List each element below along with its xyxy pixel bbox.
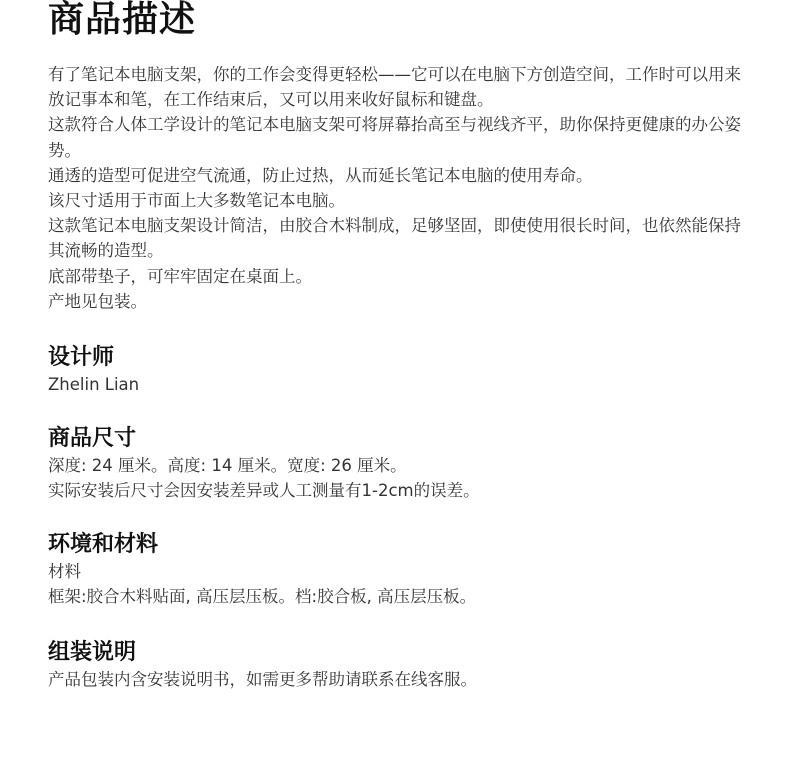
description-paragraph-1: 有了笔记本电脑支架，你的工作会变得更轻松——它可以在电脑下方创造空间，工作时可以用来放记事本和笔，在工作结束后，又可以用来收好鼠标和键盘。 [48,65,741,110]
assembly-heading: 组装说明 [48,640,137,666]
description-paragraph-3: 通透的造型可促进空气流通，防止过热，从而延长笔记本电脑的使用寿命。 [48,165,593,185]
designer-heading: 设计师 [48,345,115,371]
description-paragraph-7: 产地见包装。 [48,291,147,311]
product-description [48,62,742,314]
description-paragraph-2: 这款符合人体工学设计的笔记本电脑支架可将屏幕抬高至与视线齐平，助你保持更健康的办公姿势。 [48,115,741,160]
dimensions-values: 深度: 24 厘米。高度: 14 厘米。宽度: 26 厘米。 [48,456,407,476]
page-title: 商品描述 [48,0,197,40]
description-paragraph-4: 该尺寸适用于市面上大多数笔记本电脑。 [48,191,345,211]
materials-label: 材料 [48,562,81,582]
designer-name: Zhelin Lian [48,375,140,395]
materials-detail: 框架:胶合木料贴面, 高压层压板。档:胶合板, 高压层压板。 [48,587,477,607]
description-paragraph-6: 底部带垫子，可牢牢固定在桌面上。 [48,266,312,286]
materials-heading: 环境和材料 [48,532,159,558]
dimensions-note: 实际安装后尺寸会因安装差异或人工测量有1-2cm的误差。 [48,481,480,501]
dimensions-heading: 商品尺寸 [48,426,137,452]
assembly-text: 产品包装内含安装说明书，如需更多帮助请联系在线客服。 [48,670,477,690]
assembly-section [48,639,742,692]
dimensions-section [48,425,742,503]
materials-section [48,531,742,609]
description-paragraph-5: 这款笔记本电脑支架设计简洁，由胶合木料制成，足够坚固，即使使用很长时间，也依然能保持其流畅的造型。 [48,216,741,261]
designer-section [48,344,742,397]
